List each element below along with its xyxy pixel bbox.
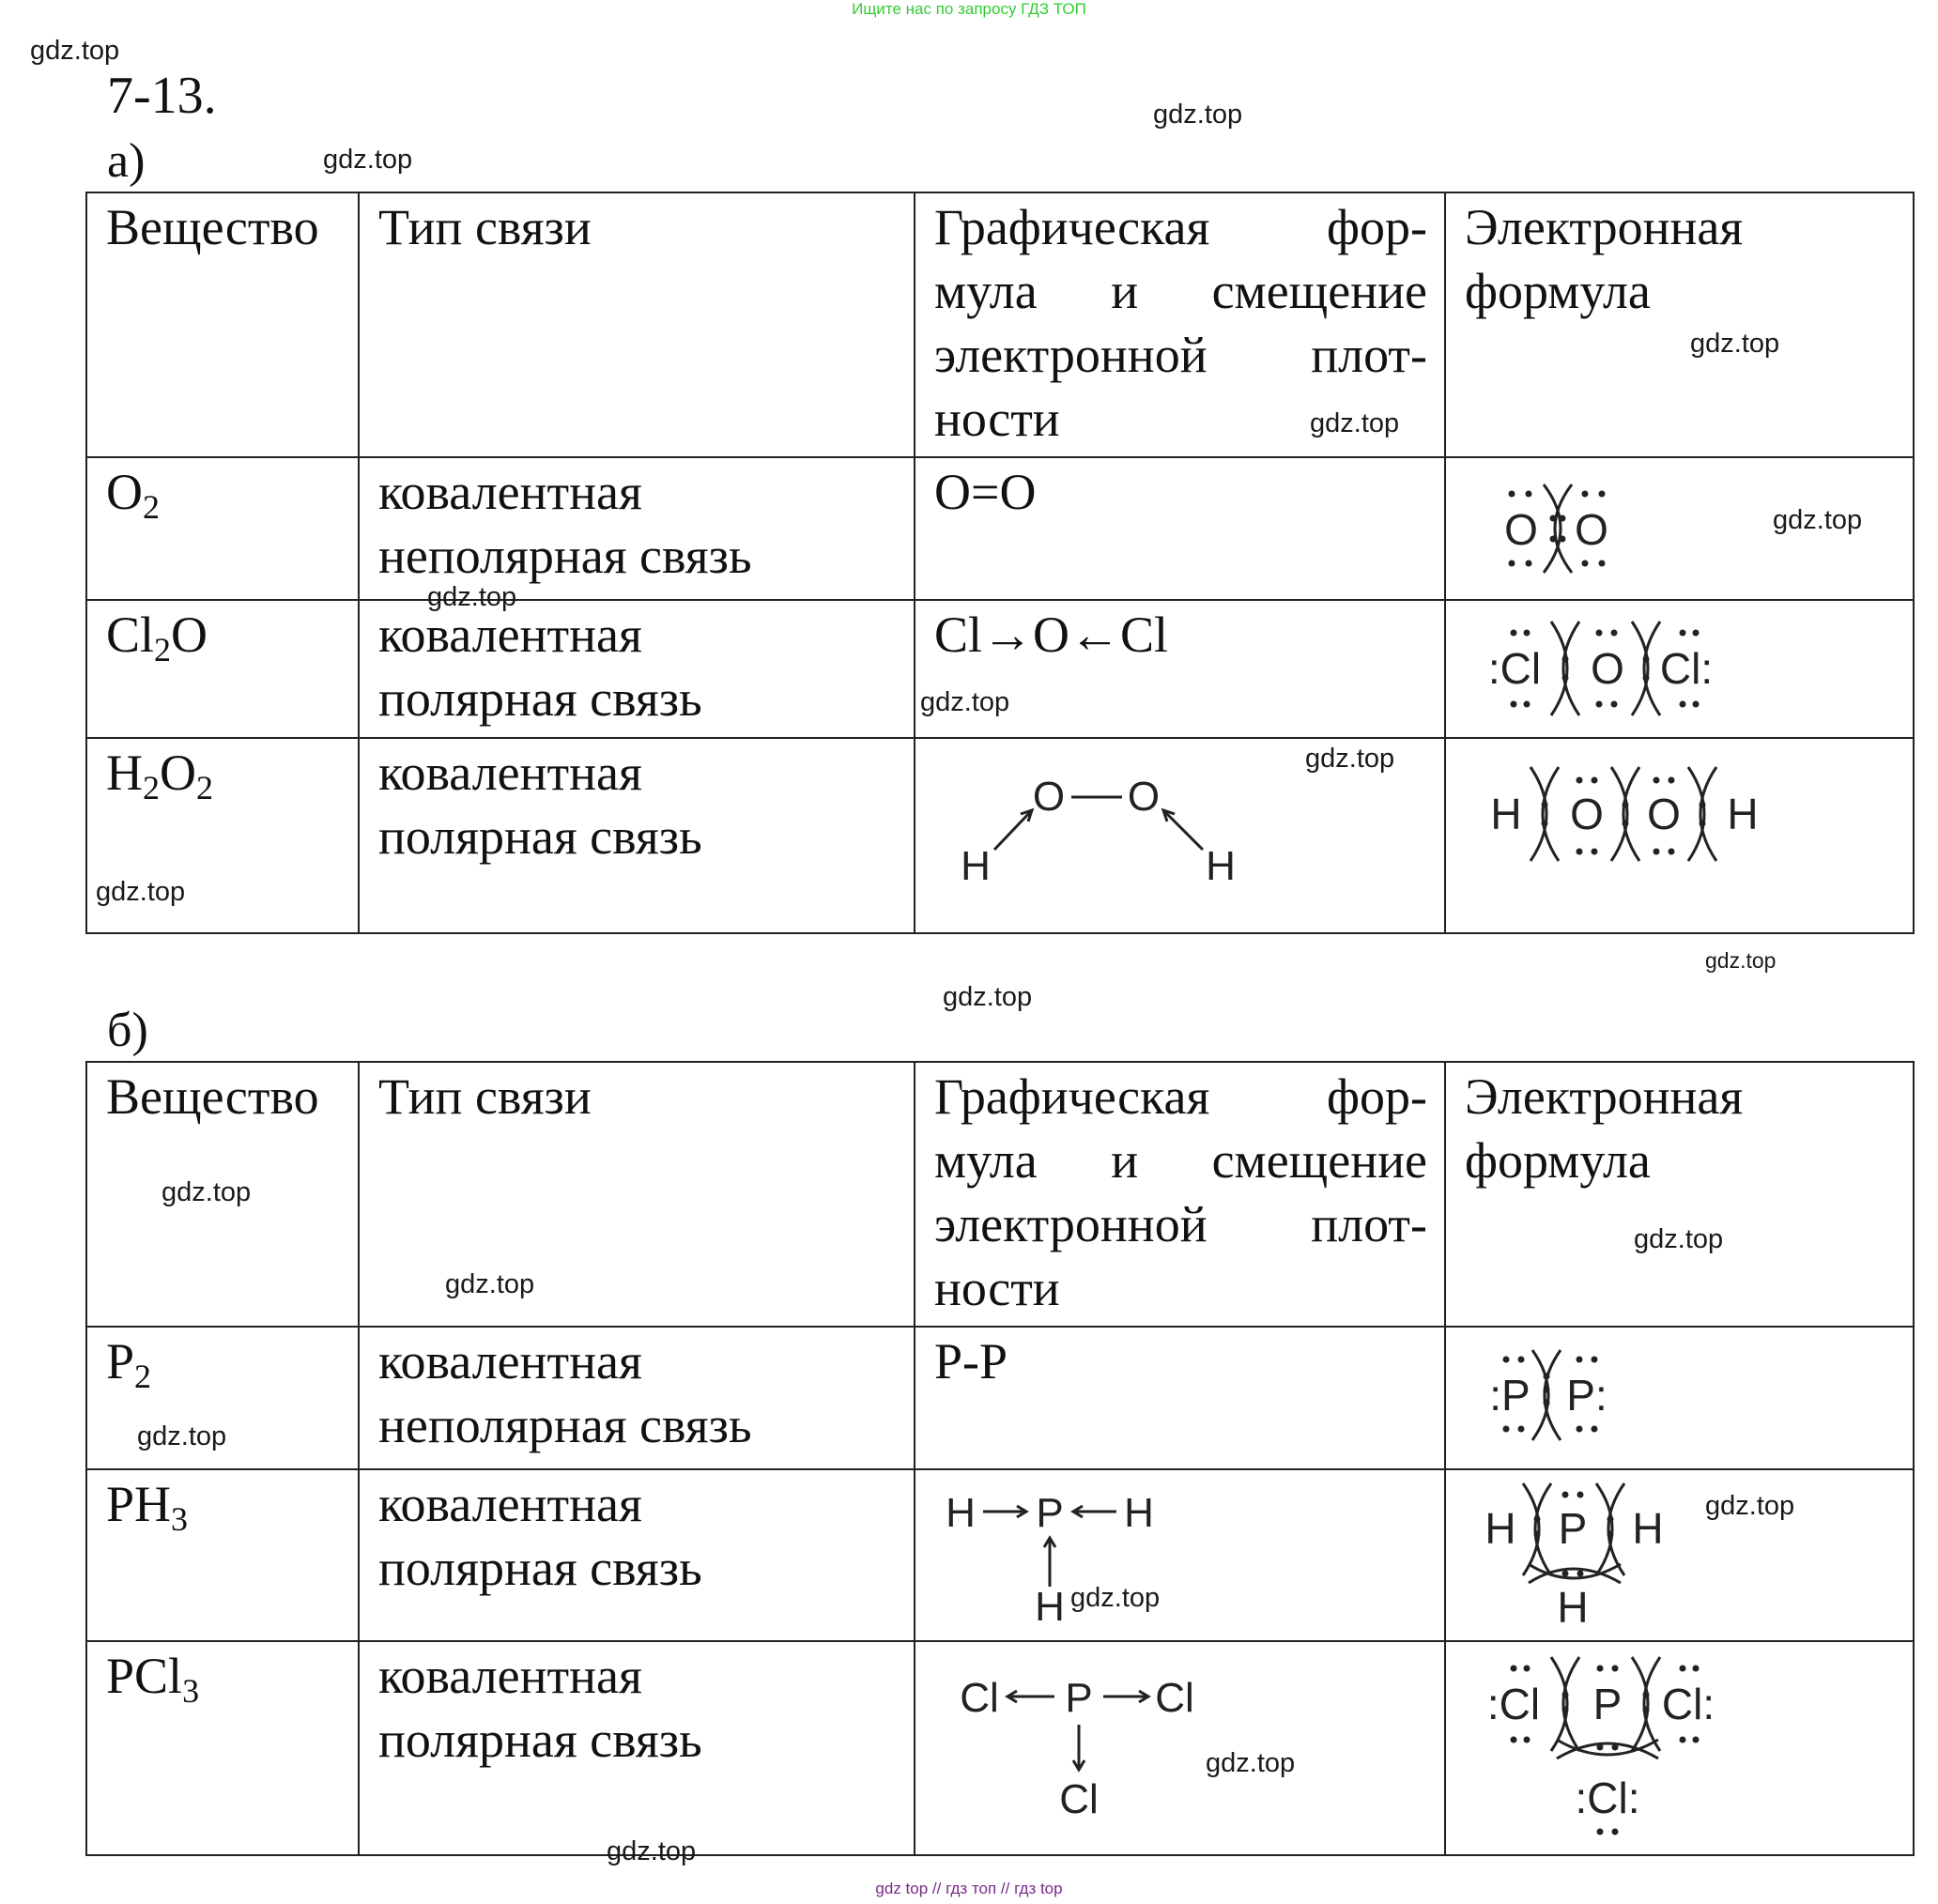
electronic-formula-cell <box>1445 600 1914 738</box>
table-row <box>86 1641 1914 1855</box>
table-a <box>85 192 1915 934</box>
atom-label: :Cl <box>1487 644 1542 693</box>
table-header-row <box>86 1062 1914 1327</box>
watermark: gdz.top <box>943 982 1033 1012</box>
atom-label: Cl <box>1059 1776 1099 1822</box>
atom-label: H <box>1206 843 1236 889</box>
atom-label: O <box>1570 790 1604 838</box>
watermark: gdz.top <box>30 36 120 66</box>
watermark: gdz.top <box>1206 1748 1296 1778</box>
header-note: Ищите нас по запросу ГДЗ ТОП <box>852 0 1086 18</box>
watermark: gdz.top <box>323 145 413 175</box>
watermark: gdz.top <box>1705 948 1776 973</box>
atom-label: P: <box>1566 1371 1607 1420</box>
atom-label: Cl <box>960 1675 999 1721</box>
watermark: gdz.top <box>1153 100 1243 130</box>
ph3-graphic-diagram <box>915 1470 1445 1640</box>
watermark: gdz.top <box>137 1421 227 1451</box>
electronic-formula-cell <box>1445 1641 1914 1855</box>
watermark: gdz.top <box>1070 1583 1161 1613</box>
watermark: gdz.top <box>1634 1224 1724 1254</box>
atom-label: :Cl <box>1486 1680 1541 1728</box>
watermark: gdz.top <box>427 582 517 612</box>
watermark: gdz.top <box>1310 408 1400 438</box>
p2-electron-diagram <box>1446 1328 1914 1468</box>
header-bond-type: Тип связи <box>359 1062 915 1327</box>
table-header-row <box>86 192 1914 457</box>
table-b <box>85 1061 1915 1856</box>
table-row <box>86 457 1914 600</box>
atom-label: O <box>1647 790 1681 838</box>
watermark: gdz.top <box>1773 505 1863 535</box>
watermark: gdz.top <box>1705 1491 1795 1521</box>
watermark: gdz.top <box>607 1836 697 1866</box>
bond-type-cell: ковалентная полярная связь <box>359 1469 915 1641</box>
atom-label: O <box>1575 505 1608 554</box>
atom-label: P <box>1036 1490 1064 1536</box>
substance-cell: $H_2O_2$ <box>86 738 359 933</box>
pcl3-electron-diagram <box>1446 1642 1914 1854</box>
atom-label: H <box>1484 1504 1516 1553</box>
atom-label: H <box>1124 1490 1154 1536</box>
table-row <box>86 1327 1914 1469</box>
atom-label: O <box>1127 774 1161 820</box>
bond-type-cell: ковалентная неполярная связь <box>359 1327 915 1469</box>
table-row <box>86 1469 1914 1641</box>
atom-label: H <box>1035 1584 1065 1630</box>
atom-label: H <box>1727 790 1759 838</box>
header-substance: Вещество <box>86 1062 359 1327</box>
graphic-formula-cell: Cl→O←Cl <box>915 600 1445 738</box>
substance-cell: $PH_3$ <box>86 1469 359 1641</box>
graphic-formula-cell <box>915 1469 1445 1641</box>
watermark: gdz.top <box>96 877 186 907</box>
atom-label: P <box>1065 1675 1093 1721</box>
header-substance: Вещество <box>86 192 359 457</box>
watermark: gdz.top <box>920 687 1010 717</box>
graphic-formula-cell <box>915 1641 1445 1855</box>
atom-label: P <box>1592 1680 1623 1728</box>
electronic-formula-cell <box>1445 1469 1914 1641</box>
problem-number: 7-13. <box>107 67 217 125</box>
substance-cell: PCl$_3$ <box>86 1641 359 1855</box>
watermark: gdz.top <box>1305 744 1395 774</box>
bond-type-cell: ковалентная полярная связь <box>359 600 915 738</box>
atom-label: H <box>1632 1504 1664 1553</box>
substance-cell: $Cl_2O$ <box>86 600 359 738</box>
atom-label: H <box>961 843 991 889</box>
substance-cell: $O_2$ <box>86 457 359 600</box>
atom-label: H <box>946 1490 976 1536</box>
section-b-label: б) <box>107 1004 148 1057</box>
atom-label: :P <box>1489 1371 1530 1420</box>
cl2o-electron-diagram <box>1446 601 1914 737</box>
footer-note: gdz top // гдз топ // гдз top <box>875 1880 1063 1897</box>
watermark: gdz.top <box>445 1269 535 1299</box>
bond-type-cell: ковалентная неполярная связь <box>359 457 915 600</box>
atom-label: H <box>1490 790 1522 838</box>
atom-label: O <box>1504 505 1538 554</box>
ph3-electron-diagram <box>1446 1470 1914 1640</box>
watermark: gdz.top <box>1690 329 1780 359</box>
graphic-formula-cell: O=O <box>915 457 1445 600</box>
header-electronic-formula: Электронная формула <box>1445 1062 1914 1327</box>
header-graphic-formula: Графическая фор- мула и смещение электронной плот- ности <box>915 1062 1445 1327</box>
atom-label: Cl: <box>1659 644 1714 693</box>
electronic-formula-cell <box>1445 738 1914 933</box>
atom-label: H <box>1557 1583 1589 1632</box>
atom-label: Cl <box>1155 1675 1194 1721</box>
atom-label: :Cl: <box>1575 1773 1640 1822</box>
bond-type-cell: ковалентная полярная связь <box>359 738 915 933</box>
substance-cell: $P_2$ <box>86 1327 359 1469</box>
section-a-label: а) <box>107 134 146 188</box>
header-electronic-formula: Электронная формула <box>1445 192 1914 457</box>
atom-label: Cl: <box>1661 1680 1715 1728</box>
atom-label: O <box>1591 644 1624 693</box>
electronic-formula-cell <box>1445 1327 1914 1469</box>
pcl3-graphic-diagram <box>915 1642 1445 1854</box>
header-bond-type: Тип связи <box>359 192 915 457</box>
atom-label: O <box>1032 774 1066 820</box>
bond-type-cell: ковалентная полярная связь <box>359 1641 915 1855</box>
header-graphic-formula: Графическая фор- мула и смещение электронной плот- ности <box>915 192 1445 457</box>
graphic-formula-cell: P-P <box>915 1327 1445 1469</box>
h2o2-electron-diagram <box>1446 739 1914 932</box>
table-row <box>86 738 1914 933</box>
watermark: gdz.top <box>162 1177 252 1207</box>
atom-label: P <box>1558 1504 1588 1553</box>
